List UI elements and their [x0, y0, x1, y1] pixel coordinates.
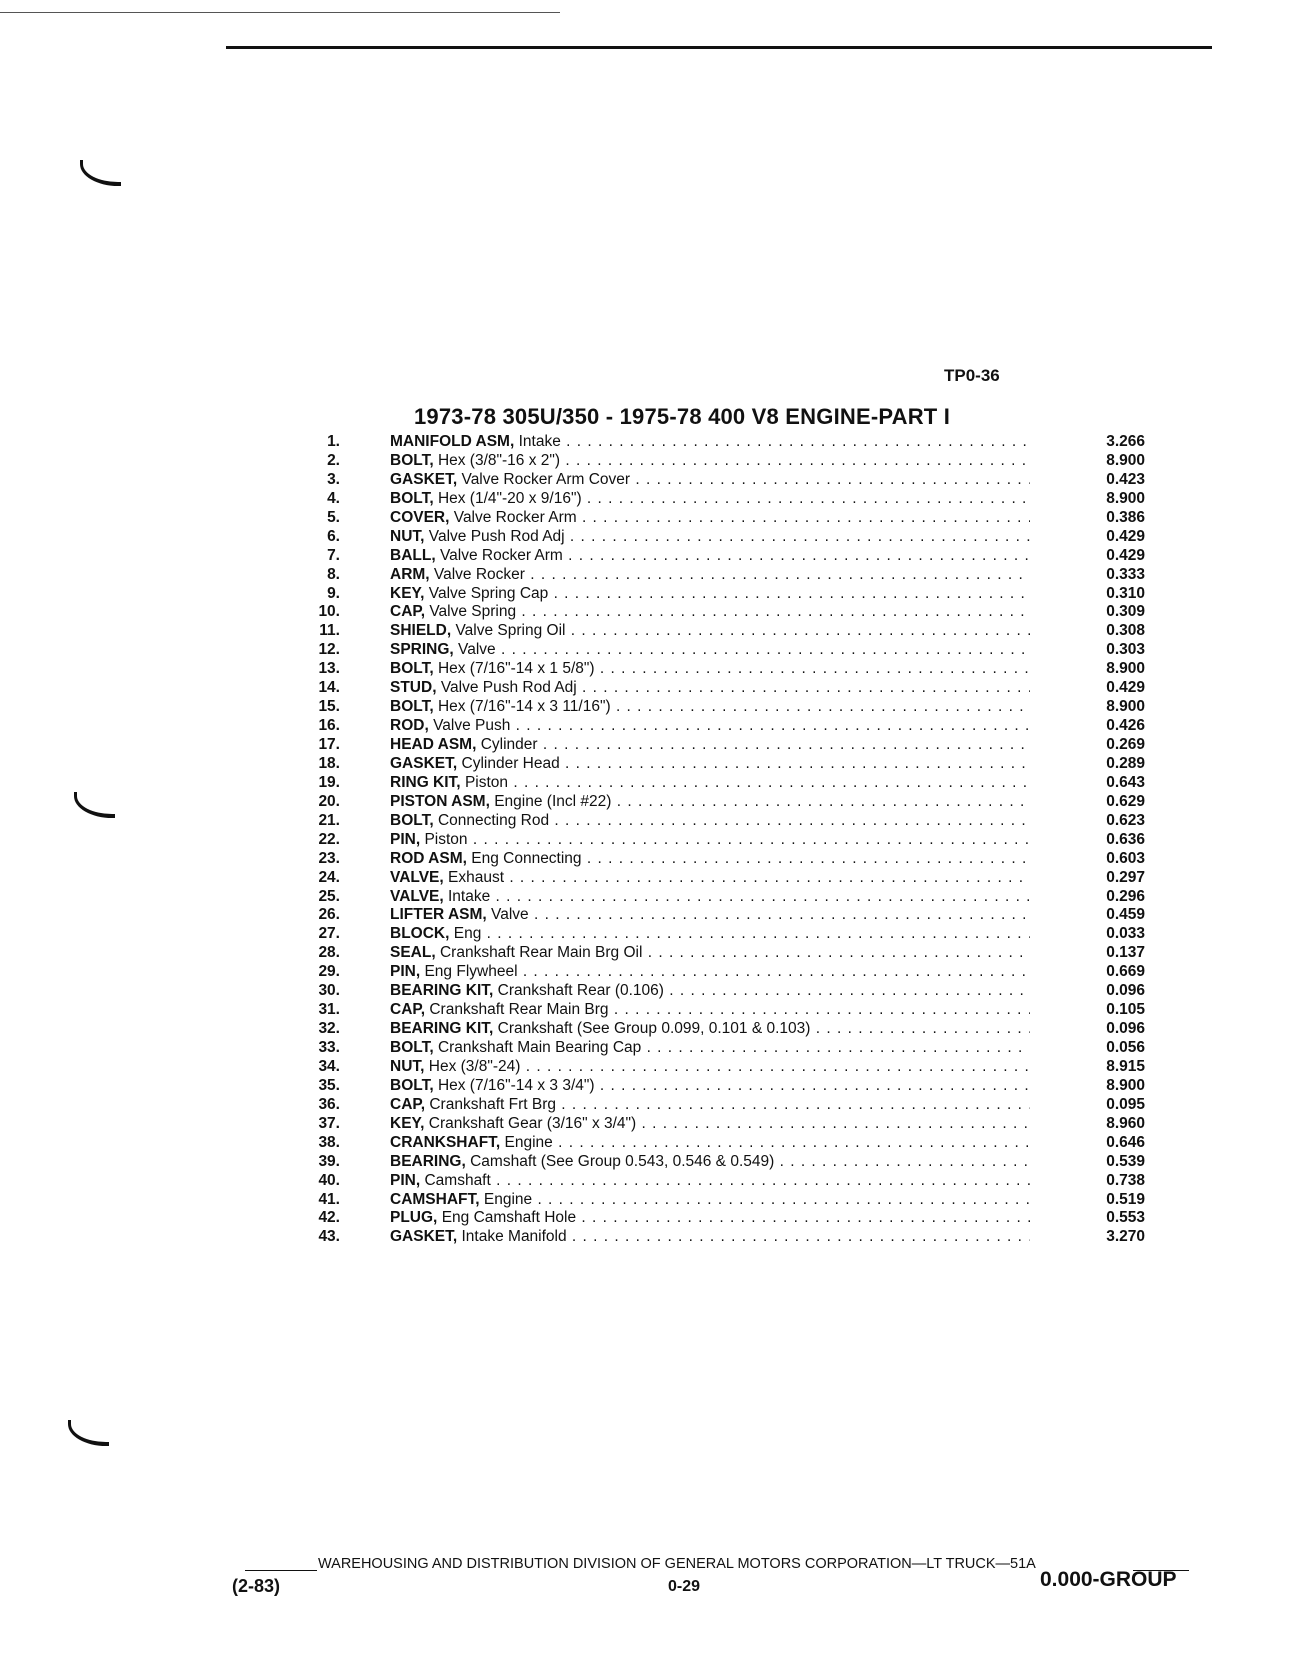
part-row [300, 698, 1145, 717]
part-description [390, 793, 1030, 812]
part-group-number: 0.297 [1035, 869, 1145, 888]
part-row [300, 1133, 1145, 1153]
part-name: CAMSHAFT, [390, 1190, 480, 1208]
part-row [300, 982, 1145, 1001]
part-name: NUT, [390, 1057, 425, 1075]
part-detail: Valve Spring [429, 603, 517, 621]
part-row [300, 584, 1145, 604]
part-row [300, 1057, 1145, 1077]
part-name: GASKET, [390, 470, 458, 488]
part-detail: Hex (7/16"-14 x 3 3/4") [437, 1076, 595, 1094]
part-name: PISTON ASM, [390, 792, 490, 810]
part-description [390, 717, 1030, 736]
part-group-number: 8.900 [1035, 698, 1145, 717]
part-number: 38. [318, 1133, 340, 1151]
part-number: 25. [318, 887, 340, 905]
part-description [390, 982, 1030, 1001]
part-group-number: 0.386 [1035, 509, 1145, 528]
part-name: BOLT, [390, 489, 434, 507]
part-detail: Intake [448, 887, 491, 905]
part-description [390, 1191, 1030, 1210]
part-detail: Hex (7/16"-14 x 3 11/16") [437, 698, 611, 716]
part-number: 3. [327, 470, 340, 488]
part-description [390, 850, 1030, 869]
part-description [390, 1039, 1030, 1058]
part-description [390, 944, 1030, 963]
part-detail: Eng Connecting [471, 849, 582, 867]
part-name: BALL, [390, 546, 436, 564]
part-row [300, 603, 1145, 622]
part-group-number: 0.636 [1035, 831, 1145, 850]
part-name: MANIFOLD ASM, [390, 433, 515, 450]
part-description [390, 433, 1030, 452]
part-name: BOLT, [390, 698, 434, 716]
part-group-number: 0.310 [1035, 585, 1145, 604]
part-name: KEY, [390, 584, 425, 602]
part-group-number: 0.423 [1035, 471, 1145, 490]
part-number: 33. [318, 1039, 340, 1056]
part-name: NUT, [390, 527, 425, 545]
part-detail: Valve Push Rod Adj [428, 527, 565, 545]
binder-hole-mark [74, 792, 115, 818]
part-number: 43. [318, 1228, 340, 1246]
part-description [390, 1153, 1030, 1172]
part-detail: Crankshaft (See Group 0.099, 0.101 & 0.103) [497, 1020, 811, 1038]
part-name: BEARING, [390, 1152, 466, 1170]
part-number: 24. [318, 868, 340, 886]
part-group-number: 8.900 [1035, 452, 1145, 471]
binder-hole-mark [80, 160, 121, 186]
part-row [300, 736, 1145, 755]
part-detail: Intake [518, 433, 561, 450]
part-detail: Valve Rocker Arm [439, 546, 563, 564]
part-group-number: 0.519 [1035, 1191, 1145, 1210]
part-detail: Hex (3/8"-24) [428, 1057, 521, 1075]
part-number: 29. [318, 963, 340, 981]
part-name: VALVE, [390, 868, 444, 886]
part-row [300, 887, 1145, 907]
part-name: BOLT, [390, 451, 434, 469]
part-row [300, 641, 1145, 660]
part-group-number: 0.539 [1035, 1153, 1145, 1172]
part-description [390, 1020, 1030, 1039]
footer-date: (2-83) [232, 1576, 281, 1596]
part-description [390, 585, 1030, 604]
part-number: 18. [318, 754, 340, 772]
part-name: CAP, [390, 1001, 426, 1019]
part-group-number: 0.105 [1035, 1001, 1145, 1020]
part-number: 22. [318, 830, 340, 848]
part-detail: Connecting Rod [437, 811, 550, 829]
part-group-number: 3.266 [1035, 433, 1145, 452]
part-detail: Crankshaft Rear Main Brg [429, 1001, 609, 1019]
part-name: PIN, [390, 963, 421, 981]
part-number: 4. [327, 489, 340, 507]
part-group-number: 0.096 [1035, 982, 1145, 1001]
part-row [300, 868, 1145, 888]
part-detail: Valve [458, 641, 496, 659]
part-row [300, 546, 1145, 566]
part-number: 1. [327, 433, 340, 450]
part-group-number: 0.333 [1035, 566, 1145, 585]
part-number: 17. [318, 736, 340, 753]
part-group-number: 0.738 [1035, 1172, 1145, 1191]
part-name: BOLT, [390, 1039, 434, 1056]
part-group-number: 0.603 [1035, 850, 1145, 869]
part-group-number: 0.308 [1035, 622, 1145, 641]
part-detail: Engine (Incl #22) [494, 792, 612, 810]
part-row [300, 792, 1145, 812]
header-rule [226, 46, 1212, 49]
part-description [390, 755, 1030, 774]
part-description [390, 736, 1030, 755]
part-detail: Eng Camshaft Hole [441, 1209, 577, 1227]
part-name: BEARING KIT, [390, 982, 494, 1000]
part-number: 2. [327, 451, 340, 469]
part-group-number: 0.669 [1035, 963, 1145, 982]
part-detail: Engine [504, 1133, 553, 1151]
part-row [300, 1190, 1145, 1210]
part-group-number: 0.429 [1035, 679, 1145, 698]
part-row [300, 944, 1145, 963]
part-description [390, 679, 1030, 698]
part-name: CAP, [390, 603, 426, 621]
part-row [300, 717, 1145, 736]
part-name: CRANKSHAFT, [390, 1133, 501, 1151]
part-description [390, 603, 1030, 622]
footer-page-number: 0-29 [668, 1578, 701, 1595]
part-description [390, 566, 1030, 585]
part-group-number: 0.095 [1035, 1096, 1145, 1115]
part-group-number: 8.915 [1035, 1058, 1145, 1077]
part-description [390, 831, 1030, 850]
part-description [390, 622, 1030, 641]
part-row [300, 679, 1145, 698]
parts-list [300, 433, 1145, 1247]
part-description [390, 547, 1030, 566]
part-name: LIFTER ASM, [390, 906, 487, 924]
part-name: STUD, [390, 679, 437, 697]
part-row [300, 660, 1145, 679]
part-group-number: 0.623 [1035, 812, 1145, 831]
part-number: 40. [318, 1171, 340, 1189]
part-row [300, 1039, 1145, 1058]
part-name: BEARING KIT, [390, 1020, 494, 1038]
part-group-number: 0.646 [1035, 1134, 1145, 1153]
part-group-number: 0.096 [1035, 1020, 1145, 1039]
part-row [300, 508, 1145, 528]
part-row [300, 754, 1145, 774]
part-detail: Valve [491, 906, 529, 924]
part-number: 10. [318, 603, 340, 621]
part-group-number: 0.303 [1035, 641, 1145, 660]
part-detail: Camshaft (See Group 0.543, 0.546 & 0.549) [470, 1152, 775, 1170]
part-description [390, 1209, 1030, 1228]
part-number: 26. [318, 906, 340, 924]
part-row [300, 1228, 1145, 1247]
part-detail: Crankshaft Rear (0.106) [497, 982, 664, 1000]
part-name: GASKET, [390, 1228, 458, 1246]
part-description [390, 925, 1030, 944]
part-detail: Eng [453, 925, 482, 943]
part-number: 9. [327, 584, 340, 602]
part-group-number: 8.900 [1035, 660, 1145, 679]
footer-rule-left [245, 1570, 317, 1571]
part-group-number: 0.269 [1035, 736, 1145, 755]
part-number: 15. [318, 698, 340, 716]
part-number: 36. [318, 1095, 340, 1113]
part-row [300, 1171, 1145, 1191]
part-description [390, 490, 1030, 509]
part-name: COVER, [390, 508, 450, 526]
part-row [300, 622, 1145, 641]
part-detail: Valve Rocker [433, 565, 525, 583]
part-description [390, 698, 1030, 717]
part-row [300, 451, 1145, 471]
part-description [390, 528, 1030, 547]
part-name: ARM, [390, 565, 430, 583]
part-row [300, 1114, 1145, 1134]
footer-publisher-line: WAREHOUSING AND DISTRIBUTION DIVISION OF GENERAL MOTORS CORPORATION—LT TRUCK—51A [318, 1556, 1036, 1572]
part-number: 13. [318, 660, 340, 678]
part-description [390, 1172, 1030, 1191]
part-row [300, 1095, 1145, 1115]
part-group-number: 0.033 [1035, 925, 1145, 944]
part-group-number: 0.629 [1035, 793, 1145, 812]
part-name: SHIELD, [390, 622, 452, 640]
part-row [300, 1001, 1145, 1020]
part-description [390, 906, 1030, 925]
part-row [300, 925, 1145, 944]
part-row [300, 963, 1145, 982]
part-group-number: 8.960 [1035, 1115, 1145, 1134]
part-number: 41. [318, 1190, 340, 1208]
part-name: SPRING, [390, 641, 454, 659]
part-number: 14. [318, 679, 340, 697]
part-number: 31. [318, 1001, 340, 1019]
part-number: 21. [318, 811, 340, 829]
part-number: 6. [327, 527, 340, 545]
part-name: BOLT, [390, 811, 434, 829]
part-number: 5. [327, 508, 340, 526]
part-description [390, 660, 1030, 679]
part-number: 11. [319, 622, 340, 640]
part-description [390, 1077, 1030, 1096]
part-detail: Intake Manifold [461, 1228, 567, 1246]
part-row [300, 906, 1145, 925]
part-description [390, 1134, 1030, 1153]
part-group-number: 0.056 [1035, 1039, 1145, 1058]
part-number: 20. [318, 792, 340, 810]
part-row [300, 489, 1145, 509]
part-group-number: 0.426 [1035, 717, 1145, 736]
part-group-number: 0.429 [1035, 528, 1145, 547]
part-group-number: 0.309 [1035, 603, 1145, 622]
part-description [390, 452, 1030, 471]
part-detail: Valve Spring Cap [428, 584, 549, 602]
part-number: 42. [318, 1209, 340, 1227]
footer-group-code: 0.000-GROUP [1040, 1568, 1177, 1591]
part-group-number: 8.900 [1035, 1077, 1145, 1096]
part-description [390, 1115, 1030, 1134]
part-name: PLUG, [390, 1209, 438, 1227]
part-name: BOLT, [390, 1076, 434, 1094]
part-row [300, 773, 1145, 793]
part-detail: Valve Rocker Arm Cover [461, 470, 631, 488]
part-detail: Cylinder [480, 736, 538, 753]
part-name: ROD ASM, [390, 849, 467, 867]
part-description [390, 1001, 1030, 1020]
part-description [390, 641, 1030, 660]
part-description [390, 509, 1030, 528]
part-group-number: 0.296 [1035, 888, 1145, 907]
part-group-number: 3.270 [1035, 1228, 1145, 1247]
part-row [300, 811, 1145, 831]
part-name: PIN, [390, 1171, 421, 1189]
part-number: 37. [318, 1114, 340, 1132]
part-row [300, 470, 1145, 490]
part-group-number: 0.137 [1035, 944, 1145, 963]
part-name: VALVE, [390, 887, 444, 905]
part-description [390, 812, 1030, 831]
part-description [390, 1096, 1030, 1115]
part-number: 8. [327, 565, 340, 583]
part-detail: Valve Push Rod Adj [440, 679, 577, 697]
part-row [300, 433, 1145, 452]
part-detail: Exhaust [448, 868, 505, 886]
part-number: 32. [318, 1020, 340, 1038]
part-name: CAP, [390, 1095, 426, 1113]
part-detail: Camshaft [424, 1171, 491, 1189]
part-number: 19. [318, 773, 340, 791]
part-number: 16. [318, 717, 340, 735]
part-row [300, 1152, 1145, 1172]
part-detail: Crankshaft Rear Main Brg Oil [439, 944, 643, 962]
part-group-number: 0.429 [1035, 547, 1145, 566]
part-name: PIN, [390, 830, 421, 848]
part-row [300, 1076, 1145, 1096]
part-name: RING KIT, [390, 773, 461, 791]
part-description [390, 869, 1030, 888]
part-number: 23. [318, 849, 340, 867]
part-detail: Piston [464, 773, 509, 791]
part-detail: Valve Rocker Arm [453, 508, 577, 526]
part-description [390, 1228, 1030, 1247]
part-group-number: 0.643 [1035, 774, 1145, 793]
part-detail: Valve Spring Oil [455, 622, 566, 640]
part-detail: Crankshaft Frt Brg [429, 1095, 556, 1113]
section-title: 1973-78 305U/350 - 1975-78 400 V8 ENGINE-PART I [414, 404, 951, 429]
part-description [390, 471, 1030, 490]
top-scan-hairline [0, 12, 560, 13]
part-row [300, 849, 1145, 869]
part-number: 7. [327, 546, 340, 564]
part-description [390, 888, 1030, 907]
part-detail: Hex (1/4"-20 x 9/16") [437, 489, 582, 507]
part-description [390, 774, 1030, 793]
part-name: BOLT, [390, 660, 434, 678]
part-detail: Hex (7/16"-14 x 1 5/8") [437, 660, 595, 678]
page-code: TP0-36 [944, 366, 1000, 385]
part-group-number: 0.553 [1035, 1209, 1145, 1228]
part-name: GASKET, [390, 754, 458, 772]
part-row [300, 527, 1145, 547]
part-name: BLOCK, [390, 925, 450, 943]
part-detail: Hex (3/8"-16 x 2") [437, 451, 561, 469]
part-description [390, 1058, 1030, 1077]
part-detail: Crankshaft Main Bearing Cap [437, 1039, 642, 1056]
part-name: KEY, [390, 1114, 425, 1132]
part-row [300, 1209, 1145, 1228]
part-number: 39. [318, 1152, 340, 1170]
part-name: HEAD ASM, [390, 736, 477, 753]
part-number: 12. [318, 641, 340, 659]
part-number: 30. [318, 982, 340, 1000]
part-row [300, 830, 1145, 850]
part-detail: Engine [483, 1190, 533, 1208]
part-number: 34. [318, 1057, 340, 1075]
part-detail: Crankshaft Gear (3/16" x 3/4") [428, 1114, 637, 1132]
part-group-number: 0.289 [1035, 755, 1145, 774]
part-row [300, 1020, 1145, 1039]
part-description [390, 963, 1030, 982]
part-detail: Piston [424, 830, 468, 848]
part-number: 28. [318, 944, 340, 962]
part-detail: Eng Flywheel [424, 963, 518, 981]
part-detail: Cylinder Head [461, 754, 560, 772]
part-row [300, 565, 1145, 585]
part-group-number: 0.459 [1035, 906, 1145, 925]
part-name: SEAL, [390, 944, 436, 962]
binder-hole-mark [68, 1420, 109, 1446]
part-group-number: 8.900 [1035, 490, 1145, 509]
part-number: 35. [318, 1076, 340, 1094]
part-name: ROD, [390, 717, 429, 735]
part-number: 27. [318, 925, 340, 943]
part-detail: Valve Push [433, 717, 511, 735]
